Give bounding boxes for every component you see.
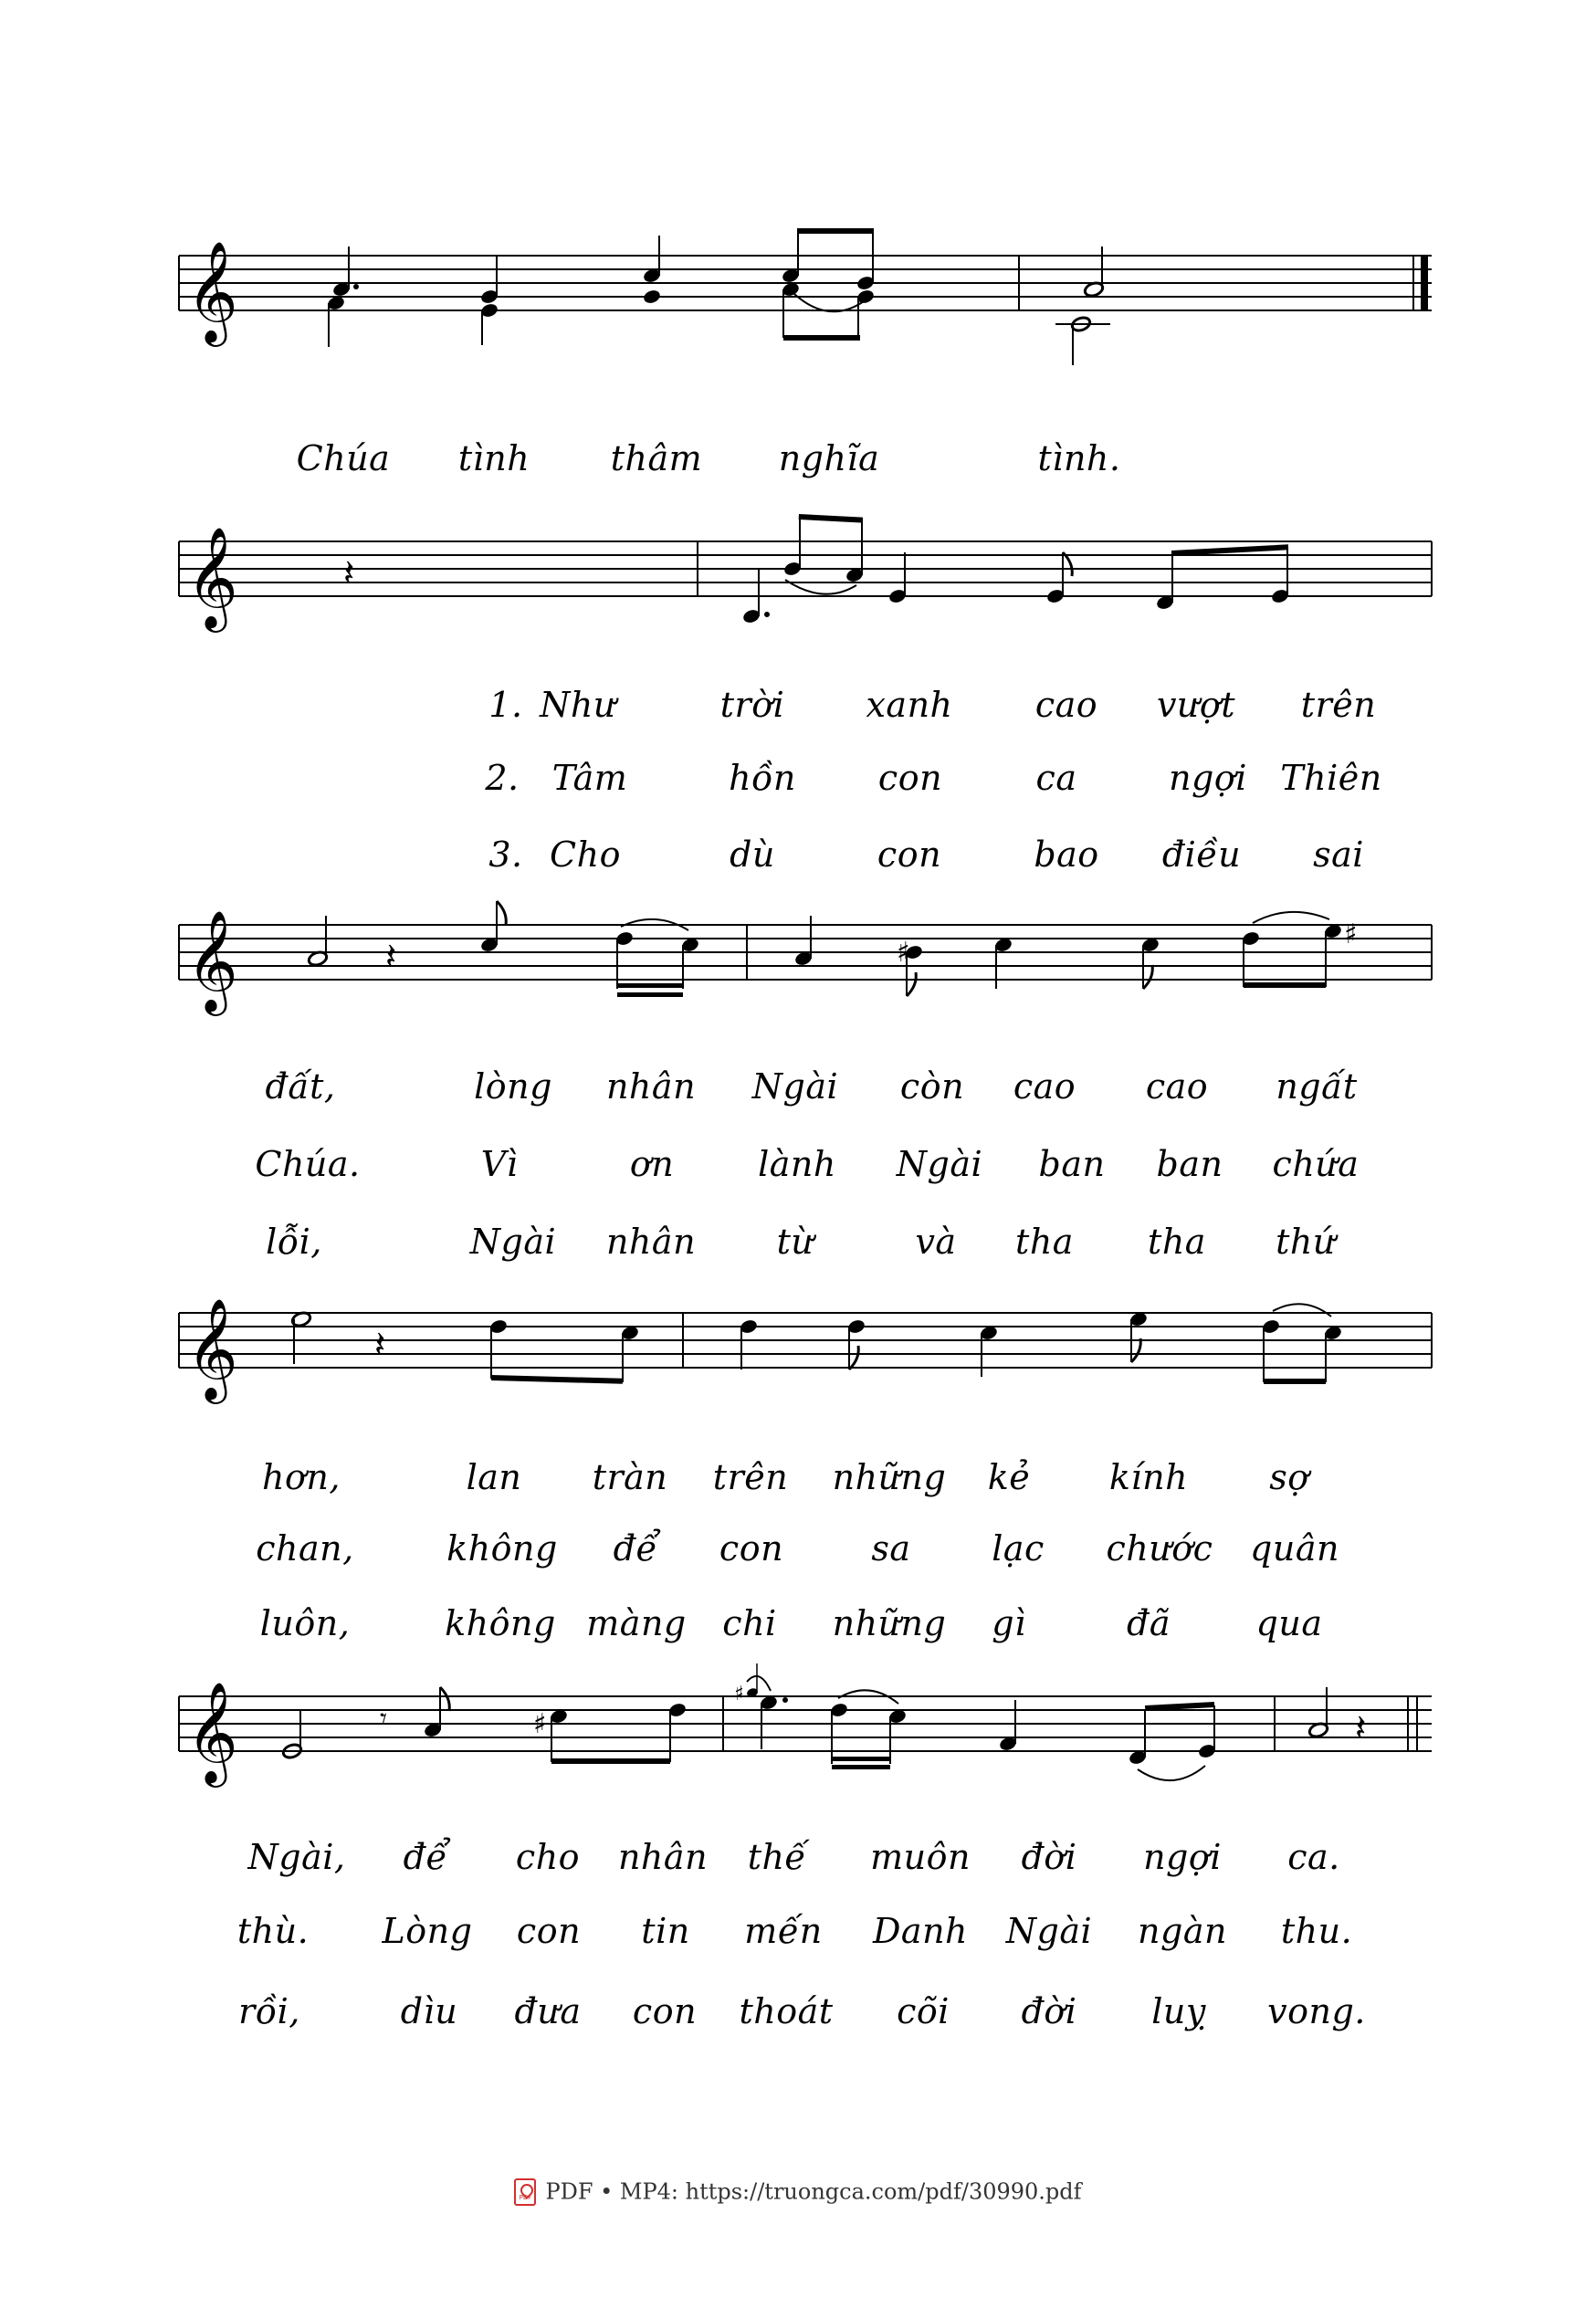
lyric-word: đã (1127, 1603, 1171, 1643)
lyric-word: chi (722, 1603, 777, 1643)
lyric-word: mến (744, 1911, 823, 1951)
lyric-word: tin (641, 1911, 690, 1951)
svg-text:𝄾: 𝄾 (380, 1703, 387, 1735)
lyric-word: màng (586, 1603, 687, 1643)
lyric-word: đất, (265, 1066, 336, 1107)
lyric-word: ca (1035, 758, 1077, 798)
lyric-word: dìu (400, 1991, 458, 2031)
lyric-word: rồi, (238, 1991, 300, 2031)
footer (0, 2177, 1596, 2206)
lyric-word: ban (1156, 1144, 1223, 1184)
lyric-word: Tâm (551, 758, 628, 798)
lyric-word: cao (1034, 685, 1098, 725)
lyric-word: Ngài (751, 1066, 839, 1107)
svg-text:𝄞: 𝄞 (186, 240, 238, 342)
lyric-word: Lòng (382, 1911, 473, 1951)
lyric-word: cõi (897, 1991, 950, 2031)
lyric-word: lan (466, 1457, 522, 1497)
svg-text:𝄞: 𝄞 (186, 526, 238, 628)
lyric-word: thế (747, 1837, 807, 1877)
lyric-word: con (516, 1911, 582, 1951)
lyric-word: ngất (1276, 1066, 1358, 1107)
lyric-word: những (832, 1457, 947, 1497)
lyric-word: kẻ (987, 1457, 1031, 1497)
lyric-word: Ngài (896, 1144, 983, 1184)
lyric-word: để (403, 1837, 448, 1877)
lyric-word: ngợi (1143, 1837, 1222, 1877)
lyric-word: Thiên (1280, 758, 1382, 798)
lyric-word: để (613, 1528, 658, 1569)
lyric-word: luỵ (1151, 1991, 1206, 2031)
lyric-word: cao (1013, 1066, 1076, 1107)
svg-text:𝄞: 𝄞 (186, 909, 238, 1012)
svg-text:𝄽: 𝄽 (385, 936, 397, 978)
lyric-word: trời (719, 685, 785, 725)
lyric-word: gì (992, 1603, 1026, 1643)
lyric-word: con (877, 758, 943, 798)
lyric-word: con (877, 834, 942, 875)
lyric-word: 3. (488, 834, 523, 875)
svg-text:𝄽: 𝄽 (374, 1324, 386, 1366)
svg-text:♯: ♯ (734, 1683, 744, 1705)
pdf-file-icon[interactable]: PDF (514, 2178, 536, 2206)
lyric-word: tình (457, 438, 530, 478)
svg-text:♯: ♯ (1344, 918, 1358, 950)
staff-system-3 (179, 909, 1432, 1016)
lyric-word: bao (1034, 834, 1099, 875)
lyric-word: hồn (729, 758, 796, 798)
lyric-word: quân (1250, 1528, 1339, 1569)
lyric-word: kính (1108, 1457, 1189, 1497)
lyric-word: Như (540, 685, 616, 725)
lyric-word: từ (776, 1222, 814, 1262)
svg-text:𝄞: 𝄞 (186, 1297, 238, 1400)
lyric-word: chan, (256, 1528, 354, 1569)
lyric-word: xanh (866, 685, 953, 725)
lyric-word: chước (1106, 1528, 1213, 1569)
lyric-word: trên (1300, 685, 1377, 725)
staff-system-4 (179, 1297, 1432, 1404)
svg-text:𝄞: 𝄞 (186, 1681, 238, 1783)
lyric-word: qua (1255, 1603, 1323, 1643)
lyric-word: sa (871, 1528, 911, 1569)
lyric-word: ngàn (1138, 1911, 1227, 1951)
lyric-word: ca. (1287, 1837, 1340, 1877)
lyric-word: Chúa. (255, 1144, 361, 1184)
lyric-word: 1. (488, 685, 523, 725)
lyric-word: Cho (550, 834, 621, 875)
lyric-word: nhân (617, 1837, 709, 1877)
staff-system-2 (179, 526, 1432, 633)
lyric-word: sai (1313, 834, 1364, 875)
lyric-word: lòng (474, 1066, 552, 1107)
lyric-word: thù. (236, 1911, 310, 1951)
lyric-word: tràn (592, 1457, 668, 1497)
lyric-word: ban (1038, 1144, 1106, 1184)
svg-text:♯: ♯ (897, 937, 910, 969)
lyric-word: những (832, 1603, 947, 1643)
staff-system-1 (179, 240, 1432, 347)
lyric-word: trên (712, 1457, 789, 1497)
lyric-word: ngợi (1169, 758, 1247, 798)
svg-text:𝄽: 𝄽 (343, 552, 355, 594)
lyric-word: chứa (1272, 1144, 1360, 1184)
lyric-word: lành (758, 1144, 836, 1184)
lyric-word: Ngài (1005, 1911, 1093, 1951)
lyric-word: còn (899, 1066, 965, 1107)
lyric-word: nghĩa (778, 438, 880, 478)
svg-text:♯: ♯ (533, 1708, 547, 1740)
lyric-word: cao (1145, 1066, 1209, 1107)
lyric-word: tha (1015, 1222, 1074, 1262)
lyric-word: thoát (739, 1991, 834, 2031)
lyric-word: Chúa (296, 438, 391, 478)
lyric-word: tình. (1037, 438, 1121, 478)
lyric-word: dù (730, 834, 775, 875)
lyric-word: 2. (485, 758, 520, 798)
lyric-word: nhân (605, 1222, 697, 1262)
lyric-word: thu. (1280, 1911, 1353, 1951)
staff-system-5 (179, 1681, 1432, 1788)
lyric-word: Ngài (469, 1222, 557, 1262)
lyric-word: tha (1148, 1222, 1206, 1262)
lyric-word: thâm (610, 438, 703, 478)
lyric-word: thứ (1276, 1222, 1336, 1262)
lyric-word: và (915, 1222, 957, 1262)
lyric-word: sợ (1269, 1457, 1309, 1497)
lyric-word: hơn, (262, 1457, 341, 1497)
lyric-word: nhân (605, 1066, 697, 1107)
lyric-word: luôn, (259, 1603, 351, 1643)
lyric-word: không (445, 1603, 556, 1643)
lyric-word: vượt (1156, 685, 1236, 725)
lyric-word: Danh (872, 1911, 969, 1951)
lyric-word: ơn (629, 1144, 675, 1184)
lyric-word: lạc (992, 1528, 1045, 1569)
lyric-word: điều (1161, 834, 1242, 875)
lyric-word: Vì (480, 1144, 519, 1184)
lyric-word: Ngài, (247, 1837, 346, 1877)
lyric-word: cho (515, 1837, 581, 1877)
svg-text:𝄽: 𝄽 (1355, 1707, 1367, 1749)
footer-link-text[interactable]: PDF • MP4: https://truongca.com/pdf/30990.pdf (545, 2178, 1082, 2205)
lyric-word: đời (1021, 1837, 1077, 1877)
lyric-word: không (446, 1528, 558, 1569)
lyric-word: đưa (514, 1991, 582, 2031)
lyric-word: con (719, 1528, 784, 1569)
lyric-word: con (632, 1991, 698, 2031)
lyric-word: muôn (870, 1837, 971, 1877)
lyric-word: vong. (1267, 1991, 1366, 2031)
lyric-word: lỗi, (266, 1222, 322, 1262)
lyric-word: đời (1021, 1991, 1077, 2031)
